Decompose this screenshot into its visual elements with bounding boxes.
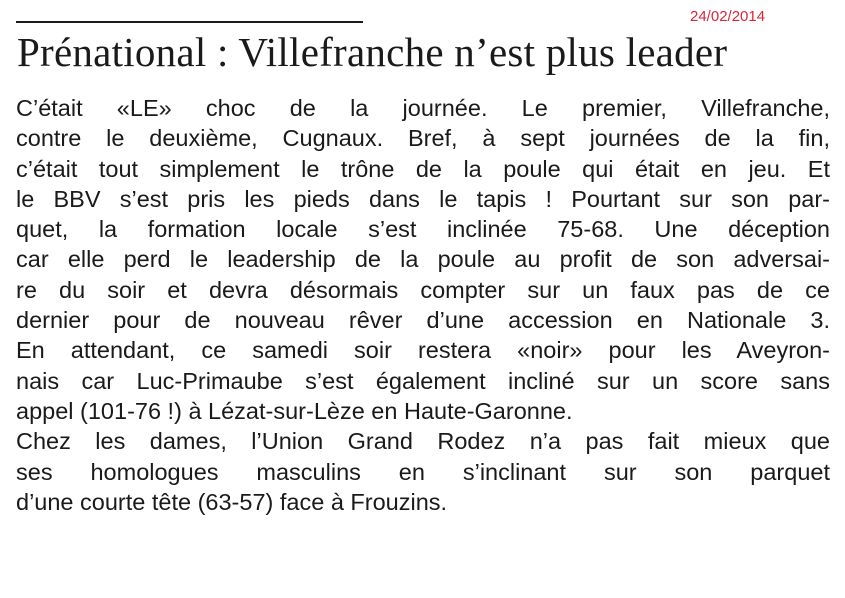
header-rule <box>16 21 363 23</box>
article-body <box>16 93 830 517</box>
text-line: Chez les dames, l’Union Grand Rodez n’a pas fait mieux que <box>16 428 830 455</box>
paragraph-1 <box>16 93 830 426</box>
article-title: Prénational : Villefranche n’est plus leader <box>17 29 728 75</box>
article-date: 24/02/2014 <box>690 8 766 25</box>
text-line: re du soir et devra désormais compter sur un faux pas de ce <box>16 276 830 303</box>
text-line: nais car Luc-Primaube s’est également incliné sur un score sans <box>16 367 830 394</box>
text-line: ses homologues masculins en s’inclinant sur son parquet <box>16 458 830 485</box>
text-line: le BBV s’est pris les pieds dans le tapis ! Pourtant sur son par- <box>16 185 830 212</box>
text-line: En attendant, ce samedi soir restera «noir» pour les Aveyron- <box>16 337 830 364</box>
text-line: car elle perd le leadership de la poule au profit de son adversai- <box>16 246 830 273</box>
text-line: contre le deuxième, Cugnaux. Bref, à sept journées de la fin, <box>16 125 830 152</box>
text-line: c’était tout simplement le trône de la poule qui était en jeu. Et <box>16 155 830 182</box>
text-line: appel (101-76 !) à Lézat-sur-Lèze en Haute-Garonne. <box>16 397 573 424</box>
text-line: dernier pour de nouveau rêver d’une accession en Nationale 3. <box>16 307 830 334</box>
text-line: d’une courte tête (63-57) face à Frouzins. <box>16 488 448 515</box>
text-line: quet, la formation locale s’est inclinée 75-68. Une déception <box>16 216 830 243</box>
text-line: C’était «LE» choc de la journée. Le premier, Villefranche, <box>16 95 830 121</box>
paragraph-2 <box>16 426 830 517</box>
